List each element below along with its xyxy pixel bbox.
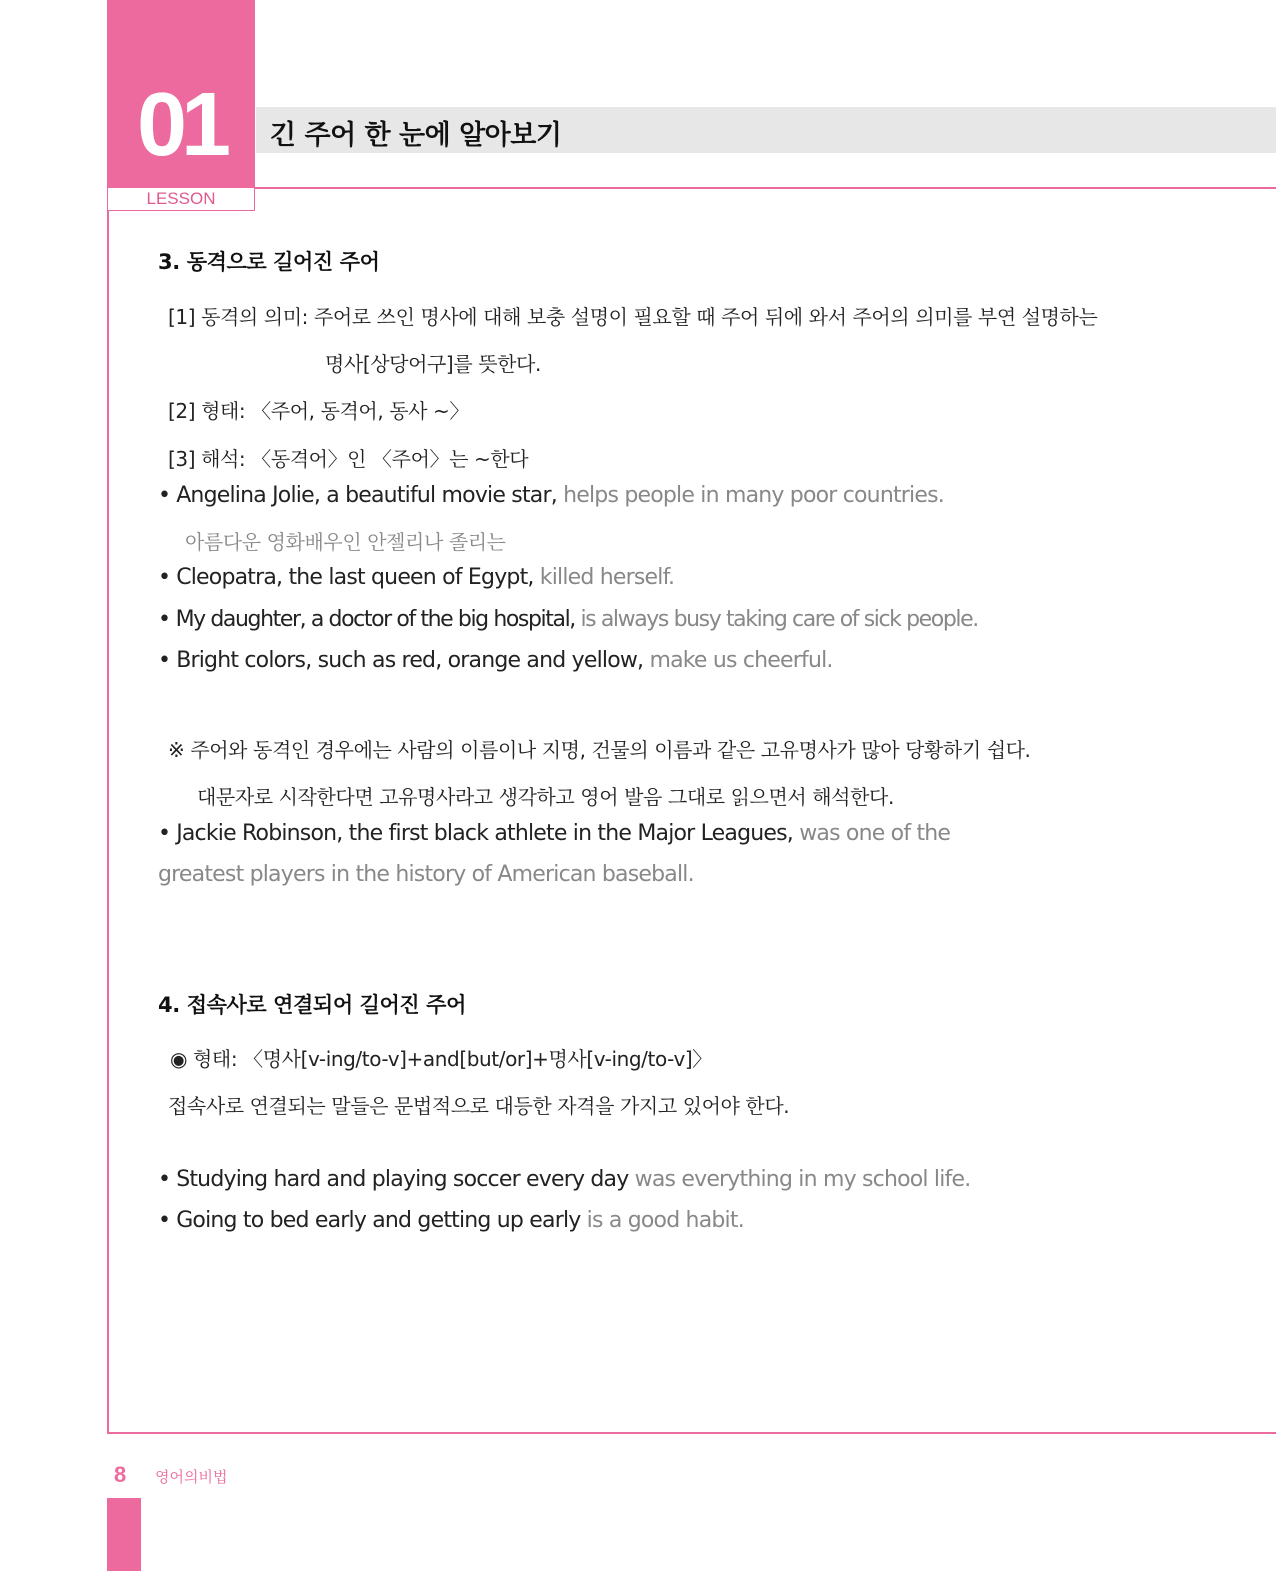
example-subject: Jackie Robinson, the first black athlete in the Major Leagues, xyxy=(176,821,793,846)
top-divider xyxy=(255,187,1276,189)
example-sentence xyxy=(158,607,978,632)
footer-accent-block xyxy=(107,1498,141,1571)
bullet: • xyxy=(158,1208,171,1233)
example-subject: Going to bed early and getting up early xyxy=(176,1208,581,1233)
lesson-number: 01 xyxy=(136,75,226,175)
book-title: 영어의비법 xyxy=(155,1468,228,1486)
lesson-label: LESSON xyxy=(146,189,216,208)
section3-point1: [1] 동격의 의미: 주어로 쓰인 명사에 대해 보충 설명이 필요할 때 주어 뒤에 와서 주어의 의미를 부연 설명하는 xyxy=(168,305,1098,329)
bottom-divider xyxy=(107,1432,1276,1434)
example-sentence xyxy=(158,483,944,508)
page-title: 긴 주어 한 눈에 알아보기 xyxy=(270,120,562,151)
bullet: • xyxy=(158,565,171,590)
section4-heading: 4. 접속사로 연결되어 길어진 주어 xyxy=(158,993,466,1017)
bullet: • xyxy=(158,483,171,508)
note-line: 대문자로 시작한다면 고유명사라고 생각하고 영어 발음 그대로 읽으면서 해석한다. xyxy=(197,785,894,809)
section4-desc: 접속사로 연결되는 말들은 문법적으로 대등한 자격을 가지고 있어야 한다. xyxy=(168,1094,790,1118)
example-predicate-cont: greatest players in the history of American baseball. xyxy=(158,862,694,887)
example-translation: 아름다운 영화배우인 안젤리나 졸리는 xyxy=(185,530,506,554)
example-sentence xyxy=(158,1167,970,1192)
example-predicate: make us cheerful. xyxy=(643,648,833,673)
bullet: • xyxy=(158,1167,171,1192)
example-subject: Studying hard and playing soccer every day xyxy=(176,1167,629,1192)
lesson-label-box xyxy=(107,188,255,211)
section3-point1-cont: 명사[상당어구]를 뜻한다. xyxy=(325,352,541,376)
note-line: ※ 주어와 동격인 경우에는 사람의 이름이나 지명, 건물의 이름과 같은 고유명사가 많아 당황하기 쉽다. xyxy=(168,738,1031,762)
example-sentence xyxy=(158,565,674,590)
bullet: • xyxy=(158,648,171,673)
section3-point2: [2] 형태: 〈주어, 동격어, 동사 ~〉 xyxy=(168,399,470,423)
example-predicate: is always busy taking care of sick people. xyxy=(574,607,978,632)
section4-form: ◉ 형태: 〈명사[v-ing/to-v]+and[but/or]+명사[v-ing/to-v]〉 xyxy=(170,1047,712,1071)
section3-point3: [3] 해석: 〈동격어〉인 〈주어〉는 ~한다 xyxy=(168,447,529,471)
example-predicate: is a good habit. xyxy=(580,1208,744,1233)
example-subject: Cleopatra, the last queen of Egypt, xyxy=(176,565,534,590)
example-predicate: helps people in many poor countries. xyxy=(556,483,944,508)
example-predicate: was everything in my school life. xyxy=(628,1167,971,1192)
bullet: • xyxy=(158,607,170,632)
bullet: • xyxy=(158,821,171,846)
example-subject: Bright colors, such as red, orange and yellow, xyxy=(176,648,644,673)
example-sentence xyxy=(158,821,950,846)
section3-heading: 3. 동격으로 길어진 주어 xyxy=(158,250,380,274)
title-bar xyxy=(256,107,1276,153)
example-sentence xyxy=(158,1208,744,1233)
example-subject: My daughter, a doctor of the big hospital, xyxy=(175,607,575,632)
example-sentence xyxy=(158,648,833,673)
lesson-badge xyxy=(107,0,255,188)
example-subject: Angelina Jolie, a beautiful movie star, xyxy=(176,483,557,508)
example-predicate: killed herself. xyxy=(533,565,675,590)
example-predicate: was one of the xyxy=(793,821,951,846)
left-border xyxy=(107,210,109,1434)
page-number: 8 xyxy=(114,1462,127,1487)
